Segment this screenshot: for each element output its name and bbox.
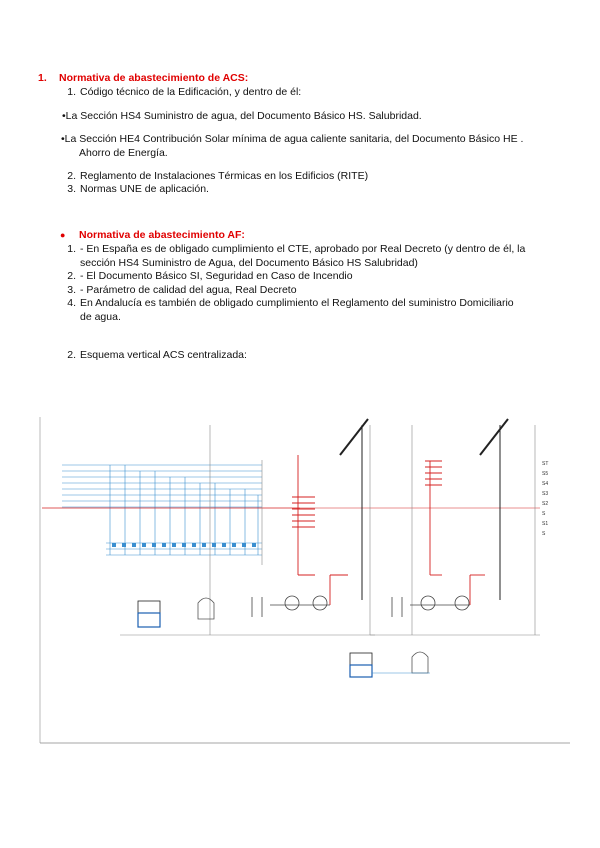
af-item-2-number: 2. — [67, 270, 76, 282]
af-heading: Normativa de abastecimiento AF: — [79, 229, 245, 241]
legend-label-2: S5 — [542, 471, 549, 477]
acs-vertical-diagram — [30, 405, 575, 750]
af-item-3-text: - Parámetro de calidad del agua, Real Decreto — [80, 284, 297, 296]
af-bullet: ● — [60, 230, 66, 240]
hot-riser-2 — [425, 461, 485, 605]
heaters-2 — [392, 596, 470, 617]
tank-2 — [350, 652, 430, 677]
acs-subitem-he4: •La Sección HE4 Contribución Solar mínima de agua caliente sanitaria, del Documento Básico HE . — [61, 133, 524, 145]
solar-collector-2 — [480, 419, 508, 600]
legend-label-7: S1 — [542, 521, 549, 527]
af-item-1-text-cont: sección HS4 Suministro de Agua, del Documento Básico HS Salubridad) — [80, 257, 418, 269]
solar-collector-1 — [340, 419, 368, 600]
af-item-1-number: 1. — [67, 243, 76, 255]
legend-label-1: ST — [542, 461, 549, 467]
legend-label-5: S2 — [542, 501, 549, 507]
acs-item-1-text: Código técnico de la Edificación, y dentro de él: — [80, 86, 302, 98]
af-item-1-text: - En España es de obligado cumplimiento el CTE, aprobado por Real Decreto (y dentro de él, la — [80, 243, 526, 255]
legend-label-6: S — [542, 511, 546, 517]
meter-cluster — [112, 543, 256, 547]
hot-riser-1 — [292, 455, 348, 605]
af-item-4-text-cont: de agua. — [80, 311, 121, 323]
acs-item-2-text: Reglamento de Instalaciones Térmicas en los Edificios (RITE) — [80, 170, 369, 182]
acs-heading: Normativa de abastecimiento de ACS: — [59, 72, 249, 84]
tank-1 — [138, 598, 214, 627]
acs-subitem-he4-cont: Ahorro de Energía. — [79, 147, 168, 159]
af-item-3-number: 3. — [67, 284, 76, 296]
af-item-2-text: - El Documento Básico SI, Seguridad en Caso de Incendio — [80, 270, 353, 282]
heaters-1 — [252, 596, 330, 617]
diagram-legend — [542, 461, 548, 537]
acs-item-3-text: Normas UNE de aplicación. — [80, 183, 209, 195]
af-item-4-number: 4. — [67, 297, 76, 309]
section2-number: 2. — [67, 349, 76, 361]
acs-subitem-hs4: •La Sección HS4 Suministro de agua, del Documento Básico HS. Salubridad. — [62, 110, 422, 122]
building-1-outline — [120, 425, 375, 635]
legend-label-3: S4 — [542, 481, 549, 487]
legend-label-4: S3 — [542, 491, 549, 497]
section2-title: Esquema vertical ACS centralizada: — [80, 349, 247, 361]
acs-item-1-number: 1. — [67, 86, 76, 98]
building-1-distribution — [62, 465, 262, 555]
acs-item-2-number: 2. — [67, 170, 76, 182]
af-item-4-text: En Andalucía es también de obligado cumplimiento el Reglamento del suministro Domiciliario — [80, 297, 514, 309]
acs-number: 1. — [38, 72, 47, 84]
legend-label-8: S — [542, 531, 546, 537]
acs-item-3-number: 3. — [67, 183, 76, 195]
